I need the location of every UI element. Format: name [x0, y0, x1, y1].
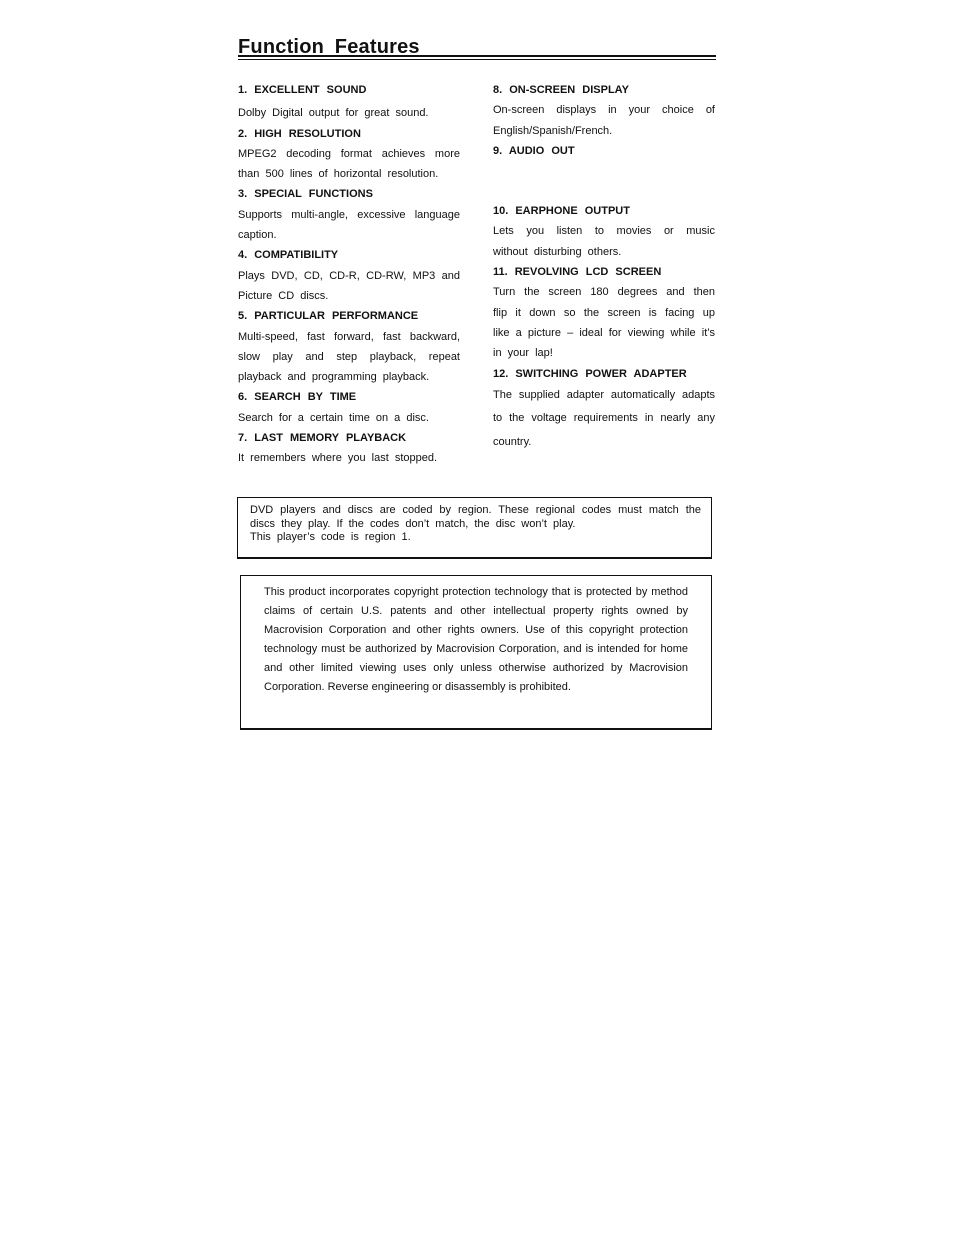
- feature-heading: 8. ON-SCREEN DISPLAY: [493, 84, 629, 96]
- features-left-column: [238, 80, 460, 469]
- feature-description: The supplied adapter automatically adapts to the voltage requirements in nearly any country.: [493, 388, 715, 448]
- feature-item: [493, 201, 715, 262]
- feature-heading: 11. REVOLVING LCD SCREEN: [493, 266, 662, 279]
- copyright-notice-text: This product incorporates copyright protection technology that is protected by method claims of certain U.S. patents and other intellectual property rights owned by Macrovision Corporation and other rights owners. Use of this copyright protection technology must be authorized by Macrovision Corporation, and is intended for home and other limited viewing uses only unless otherwise authorized by Macrovision Corporation. Reverse engineering or disassembly is prohibited.: [264, 586, 688, 693]
- feature-description: MPEG2 decoding format achieves more than 500 lines of horizontal resolution.: [238, 147, 460, 181]
- feature-heading: 10. EARPHONE OUTPUT: [493, 205, 630, 218]
- feature-description: Dolby Digital output for great sound.: [238, 107, 429, 120]
- feature-heading: 5. PARTICULAR PERFORMANCE: [238, 310, 419, 323]
- feature-description: Lets you listen to movies or music without disturbing others.: [493, 225, 715, 258]
- region-notice-box: [237, 497, 712, 559]
- feature-item: [238, 245, 460, 306]
- feature-item: [238, 124, 460, 185]
- feature-heading: 1. EXCELLENT SOUND: [238, 84, 367, 96]
- feature-heading: 2. HIGH RESOLUTION: [238, 127, 361, 140]
- region-notice-line: DVD players and discs are coded by region. These regional codes must match the discs they play. If the codes don’t match, the disc won’t play.: [250, 504, 701, 530]
- feature-item: [493, 364, 715, 455]
- feature-item: [238, 387, 460, 428]
- feature-heading: 12. SWITCHING POWER ADAPTER: [493, 367, 687, 380]
- feature-item: [238, 306, 460, 387]
- feature-item: [493, 141, 715, 201]
- feature-item: [238, 184, 460, 245]
- copyright-notice-box: [240, 575, 712, 730]
- feature-description: It remembers where you last stopped.: [238, 452, 438, 465]
- feature-description: Turn the screen 180 degrees and then flip it down so the screen is facing up like a picture – ideal for viewing while it’s in your lap!: [493, 286, 715, 360]
- feature-item: [493, 80, 715, 141]
- region-code-line: This player’s code is region 1.: [250, 531, 411, 543]
- page-title-block: [238, 34, 716, 60]
- features-right-column: [493, 80, 715, 454]
- feature-heading: 7. LAST MEMORY PLAYBACK: [238, 432, 407, 445]
- feature-description: Multi-speed, fast forward, fast backward, slow play and step playback, repeat playback and programming playback.: [238, 330, 460, 384]
- feature-heading: 9. AUDIO OUT: [493, 144, 575, 157]
- feature-item: [238, 428, 460, 469]
- feature-heading: 4. COMPATIBILITY: [238, 249, 339, 262]
- title-underline-thin: [238, 59, 716, 60]
- feature-description: Search for a certain time on a disc.: [238, 411, 429, 424]
- title-underline: [238, 55, 716, 57]
- feature-heading: 6. SEARCH BY TIME: [238, 391, 357, 404]
- region-notice-text: [250, 504, 701, 545]
- feature-description: Supports multi-angle, excessive language caption.: [238, 208, 460, 242]
- feature-item: [238, 80, 460, 124]
- feature-heading: 3. SPECIAL FUNCTIONS: [238, 188, 373, 201]
- page-title: Function Features: [238, 36, 420, 58]
- feature-spacer: [493, 161, 715, 201]
- feature-item: [493, 262, 715, 363]
- feature-description: Plays DVD, CD, CD-R, CD-RW, MP3 and Picture CD discs.: [238, 269, 460, 302]
- feature-description: On-screen displays in your choice of English/Spanish/French.: [493, 104, 715, 137]
